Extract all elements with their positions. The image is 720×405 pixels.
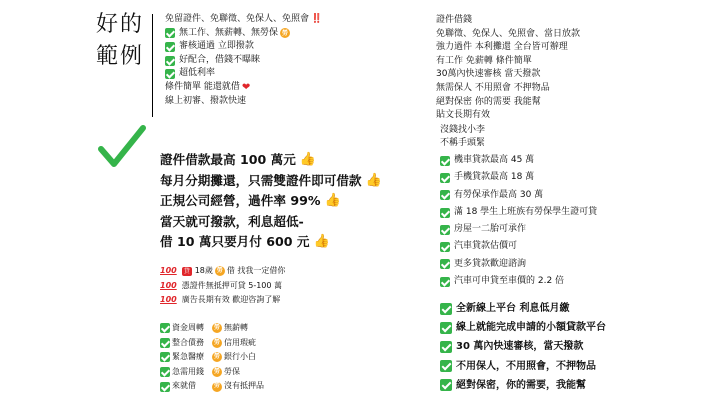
cell-text: 緊急醫療 — [172, 352, 204, 362]
thumbs-up-icon: 👍 — [365, 172, 382, 188]
ad-line: 證件借錢 — [436, 15, 473, 25]
headline-line — [160, 212, 382, 233]
ad-line: 不稱手頭緊 — [440, 138, 486, 149]
coin-badge-icon: 勞 — [212, 323, 222, 333]
title-line-2: 範例 — [96, 44, 145, 69]
title — [96, 12, 144, 70]
item-text: 不用保人，不用照會，不押物品 — [456, 360, 596, 372]
cell-text: 整合債務 — [172, 337, 204, 347]
check-box-icon — [440, 208, 450, 218]
list-item — [165, 54, 322, 68]
coin-badge-icon: 勞 — [215, 266, 225, 276]
coin-badge-icon: 勞 — [212, 338, 222, 348]
check-box-icon — [160, 382, 170, 392]
item-text: 30 萬內快速審核，當天撥款 — [456, 341, 584, 353]
list-item — [165, 81, 322, 95]
coin-badge-icon: 勞 — [212, 352, 222, 362]
item-text: 汽車可申貸至車價的 2.2 倍 — [454, 276, 565, 287]
line-text: 18歲 — [194, 266, 213, 275]
divider — [152, 14, 153, 117]
thumbs-up-icon: 👍 — [324, 193, 341, 208]
ad-line: 強力過件 本利攤還 全台皆可辦理 — [436, 42, 568, 53]
headline-line — [160, 150, 382, 171]
list-item — [440, 238, 597, 255]
check-box-icon — [440, 341, 452, 353]
check-box-icon — [165, 56, 175, 66]
item-text: 機車貸款最高 45 萬 — [454, 155, 535, 165]
big-check-mark-icon — [97, 124, 147, 170]
check-box-icon — [160, 352, 170, 362]
cell-text: 勞保 — [224, 366, 240, 376]
cell-text: 銀行小白 — [224, 352, 256, 362]
grid-row — [160, 379, 264, 394]
list-item — [440, 376, 606, 395]
double-exclamation-icon: ‼️ — [311, 14, 323, 24]
grid-row — [160, 321, 264, 336]
loan-badge-icon: 貸 — [183, 267, 190, 275]
ad-line: 免聯徵、免保人、免照會、當日放款 — [436, 28, 581, 39]
line-text: 證件借款最高 100 萬元 — [160, 152, 296, 167]
check-box-icon — [440, 259, 450, 269]
list-item — [440, 169, 597, 186]
list-item — [165, 27, 322, 41]
hundred-points-icon: 100 — [160, 266, 177, 275]
check-box-icon — [440, 156, 450, 166]
check-box-icon — [440, 322, 452, 334]
check-box-icon — [160, 367, 170, 377]
item-text: 線上就能完成申請的小額貸款平台 — [456, 322, 606, 334]
headline-line — [160, 232, 382, 253]
check-box-icon — [440, 379, 452, 391]
line-text: 正規公司經營，過件率 99% — [160, 193, 321, 208]
ad-line: 無需保人 不用照會 不押物品 — [436, 82, 550, 93]
list-item — [440, 299, 606, 318]
check-box-icon — [440, 242, 450, 252]
coin-badge-icon: 勞 — [282, 29, 289, 37]
ad-line: 有工作 免薪轉 條件簡單 — [436, 55, 532, 66]
check-box-icon — [160, 323, 170, 333]
item-text: 有勞保承作最高 30 萬 — [454, 189, 544, 200]
promo-line — [160, 279, 285, 294]
ad-line: 絕對保密 你的需要 我能幫 — [436, 96, 541, 107]
check-box-icon — [165, 69, 175, 79]
promo-line — [160, 264, 285, 279]
cell-text: 急需用錢 — [172, 366, 204, 376]
check-box-icon — [440, 190, 450, 200]
item-text: 好配合，借錢不曝睞 — [179, 54, 261, 65]
headline-list — [160, 150, 382, 253]
cell-text: 沒有抵押品 — [224, 381, 264, 391]
feature-grid — [160, 321, 264, 394]
hundred-points-icon: 100 — [160, 280, 177, 290]
check-box-icon — [440, 173, 450, 183]
list-item — [165, 40, 322, 54]
good-example-list — [165, 13, 322, 108]
headline-line — [160, 171, 382, 192]
text-ad-2-header — [440, 124, 485, 151]
coin-badge-icon: 勞 — [212, 382, 222, 392]
item-text: 絕對保密，你的需要，我能幫 — [456, 379, 586, 391]
item-text: 審核通過 立即撥款 — [179, 41, 254, 52]
item-text: 條件簡單 能還就借 — [165, 81, 240, 92]
headline-line — [160, 191, 382, 212]
item-text: 線上初審、撥款快速 — [165, 95, 247, 106]
item-text: 汽車貸款估價可 — [454, 241, 518, 252]
grid-row — [160, 336, 264, 351]
list-item — [440, 318, 606, 337]
line-text: 每月分期攤還，只需雙證件即可借款 — [160, 172, 362, 188]
cell-text: 資金周轉 — [172, 323, 204, 332]
promo-list — [160, 264, 285, 308]
item-text: 更多貸款歡迎諮詢 — [454, 258, 527, 269]
check-box-icon — [160, 338, 170, 348]
platform-list — [440, 299, 606, 395]
check-box-icon — [440, 225, 450, 235]
item-text: 超低利率 — [179, 68, 216, 79]
cell-text: 無薪轉 — [224, 323, 248, 332]
list-item — [440, 256, 597, 273]
ad-line: 沒錢找小李 — [440, 125, 486, 135]
cell-text: 來就借 — [172, 381, 196, 391]
check-box-icon — [440, 277, 450, 287]
item-text: 免留證件、免聯徵、免保人、免照會 — [165, 14, 310, 24]
item-text: 手機貸款最高 18 萬 — [454, 172, 535, 183]
heart-icon: ❤ — [241, 81, 251, 93]
check-box-icon — [165, 42, 175, 52]
coin-badge-icon: 勞 — [212, 367, 222, 377]
check-box-icon — [440, 303, 452, 315]
line-text: 借 10 萬只要月付 600 元 — [160, 234, 310, 249]
list-item — [165, 67, 322, 81]
ad-line: 貼文長期有效 — [436, 110, 491, 121]
loan-type-list — [440, 152, 597, 290]
list-item — [165, 95, 322, 109]
list-item — [440, 337, 606, 356]
promo-line — [160, 293, 285, 308]
list-item — [440, 152, 597, 169]
line-text: 當天就可撥款，利息超低- — [160, 213, 304, 229]
thumbs-up-icon: 👍 — [313, 234, 330, 249]
list-item — [440, 204, 597, 221]
line-text: 借 找我一定借你 — [226, 266, 286, 275]
hundred-points-icon: 100 — [160, 295, 177, 305]
line-text: 廣告長期有效 歡迎咨詢了解 — [181, 295, 281, 305]
item-text: 全新線上平台 利息低月繳 — [456, 303, 570, 314]
list-item — [440, 357, 606, 376]
line-text: 憑證件無抵押可貸 5-100 萬 — [181, 280, 283, 290]
title-line-1: 好的 — [96, 12, 145, 37]
list-item — [440, 273, 597, 290]
cell-text: 信用瑕疵 — [224, 337, 256, 347]
check-box-icon — [165, 28, 175, 38]
list-item — [440, 221, 597, 238]
thumbs-up-icon: 👍 — [299, 152, 316, 167]
text-ad-1 — [436, 14, 580, 123]
grid-row — [160, 365, 264, 380]
grid-row — [160, 350, 264, 365]
list-item — [440, 187, 597, 204]
item-text: 無工作、無薪轉、無勞保 — [179, 27, 279, 38]
list-item — [165, 13, 322, 27]
item-text: 滿 18 學生上班族有勞保學生證可貸 — [454, 206, 598, 217]
check-box-icon — [440, 360, 452, 372]
item-text: 房屋一二胎可承作 — [454, 224, 527, 235]
ad-line: 30萬內快速審核 當天撥款 — [436, 69, 541, 80]
